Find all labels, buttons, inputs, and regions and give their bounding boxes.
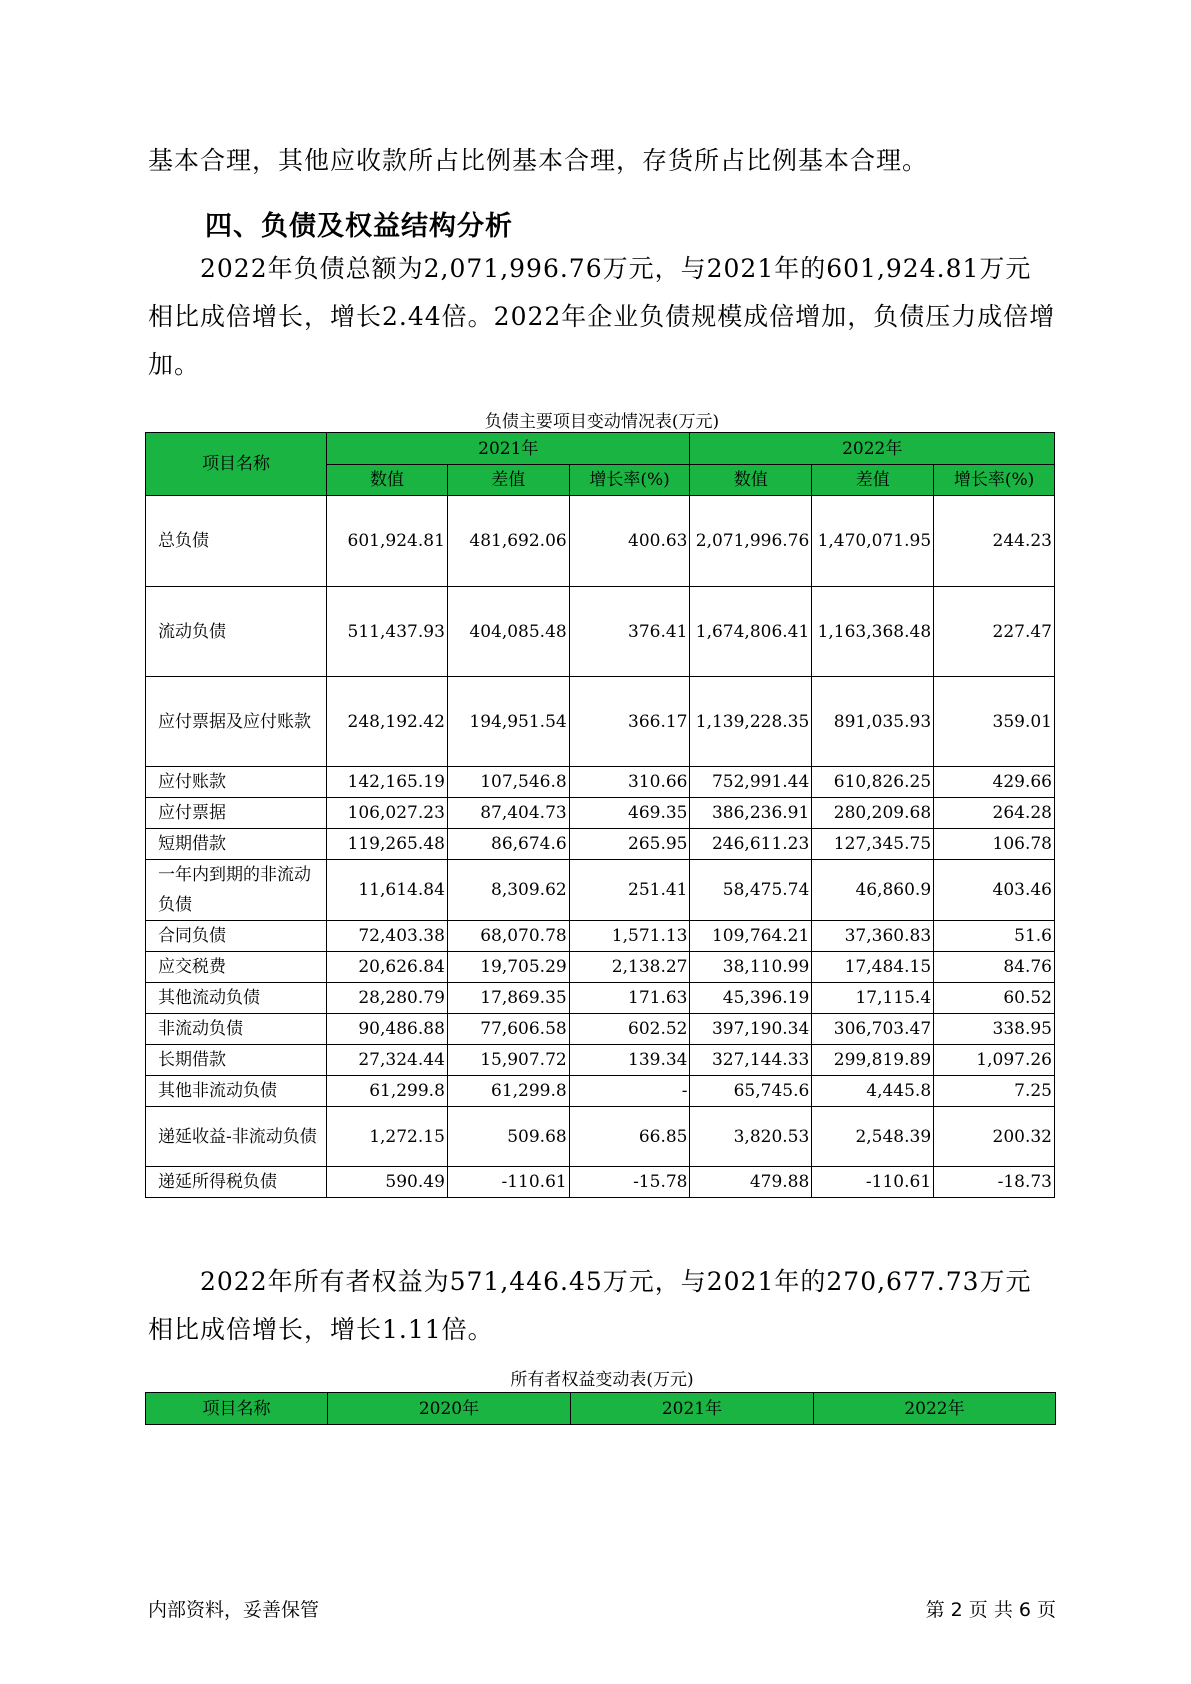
table-row (146, 767, 1055, 798)
table-row (146, 1076, 1055, 1107)
table-cell: 17,869.35 (447, 983, 569, 1014)
table-cell: 72,403.38 (327, 921, 448, 952)
table-cell: 469.35 (569, 798, 690, 829)
table-cell: 429.66 (934, 767, 1055, 798)
table-cell: 20,626.84 (327, 952, 448, 983)
table-cell: 7.25 (934, 1076, 1055, 1107)
table-cell: -18.73 (934, 1167, 1055, 1198)
table-cell: 306,703.47 (812, 1014, 934, 1045)
table-cell: 2,071,996.76 (690, 496, 812, 587)
table-cell: 106,027.23 (327, 798, 448, 829)
table-cell: 139.34 (569, 1045, 690, 1076)
table-cell: 17,484.15 (812, 952, 934, 983)
footer-page-number: 第 2 页 共 6 页 (925, 1599, 1056, 1621)
footer-confidential-note: 内部资料，妥善保管 (148, 1599, 320, 1621)
table-cell: 142,165.19 (327, 767, 448, 798)
table-row (146, 983, 1055, 1014)
table-cell: 171.63 (569, 983, 690, 1014)
table-cell: 246,611.23 (690, 829, 812, 860)
year-header: 2022年 (814, 1393, 1056, 1425)
table-cell: 251.41 (569, 860, 690, 921)
table-row (146, 921, 1055, 952)
table-cell: -110.61 (812, 1167, 934, 1198)
row-label: 应付票据及应付账款 (146, 677, 327, 767)
table-cell: 265.95 (569, 829, 690, 860)
table-cell: 90,486.88 (327, 1014, 448, 1045)
table-cell: 299,819.89 (812, 1045, 934, 1076)
row-label: 一年内到期的非流动负债 (146, 860, 327, 921)
table-cell: 86,674.6 (447, 829, 569, 860)
column-header: 数值 (690, 465, 812, 496)
table-row (146, 1167, 1055, 1198)
row-label: 短期借款 (146, 829, 327, 860)
table-row (146, 829, 1055, 860)
table-cell: 1,571.13 (569, 921, 690, 952)
column-header: 增长率(%) (569, 465, 690, 496)
table-cell: 479.88 (690, 1167, 812, 1198)
table-cell: -110.61 (447, 1167, 569, 1198)
table-cell: 1,139,228.35 (690, 677, 812, 767)
row-label: 递延所得税负债 (146, 1167, 327, 1198)
year-header: 2021年 (327, 433, 690, 465)
column-header: 差值 (812, 465, 934, 496)
table-cell: 376.41 (569, 587, 690, 677)
table-cell: 2,138.27 (569, 952, 690, 983)
table-cell: 58,475.74 (690, 860, 812, 921)
row-label: 应交税费 (146, 952, 327, 983)
table-cell: 227.47 (934, 587, 1055, 677)
table-cell: 511,437.93 (327, 587, 448, 677)
row-label: 流动负债 (146, 587, 327, 677)
table-cell: 1,097.26 (934, 1045, 1055, 1076)
table-cell: 106.78 (934, 829, 1055, 860)
table-cell: 66.85 (569, 1107, 690, 1167)
year-header: 2022年 (690, 433, 1055, 465)
table-row (146, 860, 1055, 921)
row-label: 长期借款 (146, 1045, 327, 1076)
row-label: 合同负债 (146, 921, 327, 952)
liability-table (145, 432, 1055, 1198)
table-cell: 1,470,071.95 (812, 496, 934, 587)
table-row (146, 798, 1055, 829)
table-cell: 77,606.58 (447, 1014, 569, 1045)
table-cell: 45,396.19 (690, 983, 812, 1014)
equity-table-caption: 所有者权益变动表(万元) (510, 1370, 694, 1390)
table-cell: 386,236.91 (690, 798, 812, 829)
row-label: 其他非流动负债 (146, 1076, 327, 1107)
table-cell: 46,860.9 (812, 860, 934, 921)
table-cell: 602.52 (569, 1014, 690, 1045)
table-cell: 509.68 (447, 1107, 569, 1167)
table-cell: 403.46 (934, 860, 1055, 921)
table-cell: 1,163,368.48 (812, 587, 934, 677)
row-label: 总负债 (146, 496, 327, 587)
row-label: 应付票据 (146, 798, 327, 829)
table-cell: 61,299.8 (327, 1076, 448, 1107)
table-cell: 127,345.75 (812, 829, 934, 860)
equity-paragraph: 2022年所有者权益为571,446.45万元，与2021年的270,677.73万元相比成倍增长，增长1.11倍。 (148, 1267, 1032, 1344)
table-cell: 11,614.84 (327, 860, 448, 921)
column-header: 数值 (327, 465, 448, 496)
table-row (146, 677, 1055, 767)
table-row (146, 496, 1055, 587)
table-cell: 590.49 (327, 1167, 448, 1198)
table-row (146, 587, 1055, 677)
table-cell: 4,445.8 (812, 1076, 934, 1107)
table-cell: 84.76 (934, 952, 1055, 983)
table-cell: 194,951.54 (447, 677, 569, 767)
table-cell: 366.17 (569, 677, 690, 767)
equity-table (145, 1392, 1056, 1425)
table-cell: 404,085.48 (447, 587, 569, 677)
row-label: 应付账款 (146, 767, 327, 798)
table-cell: 107,546.8 (447, 767, 569, 798)
table-cell: 28,280.79 (327, 983, 448, 1014)
table-cell: 119,265.48 (327, 829, 448, 860)
table-cell: 200.32 (934, 1107, 1055, 1167)
table-cell: 37,360.83 (812, 921, 934, 952)
table-cell: 15,907.72 (447, 1045, 569, 1076)
table-cell: 244.23 (934, 496, 1055, 587)
table-cell: 400.63 (569, 496, 690, 587)
table-cell: 8,309.62 (447, 860, 569, 921)
table-cell: 27,324.44 (327, 1045, 448, 1076)
table-cell: 1,674,806.41 (690, 587, 812, 677)
row-label: 其他流动负债 (146, 983, 327, 1014)
table-cell: -15.78 (569, 1167, 690, 1198)
liability-paragraph: 2022年负债总额为2,071,996.76万元，与2021年的601,924.81万元相比成倍增长，增长2.44倍。2022年企业负债规模成倍增加，负债压力成倍增加。 (148, 254, 1056, 379)
table-cell: 359.01 (934, 677, 1055, 767)
table-cell: 610,826.25 (812, 767, 934, 798)
table-cell: 397,190.34 (690, 1014, 812, 1045)
table-cell: 752,991.44 (690, 767, 812, 798)
table-cell: 68,070.78 (447, 921, 569, 952)
table-cell: 65,745.6 (690, 1076, 812, 1107)
row-label: 递延收益-非流动负债 (146, 1107, 327, 1167)
table-cell: 17,115.4 (812, 983, 934, 1014)
intro-text: 基本合理，其他应收款所占比例基本合理，存货所占比例基本合理。 (148, 146, 929, 175)
table-cell: - (569, 1076, 690, 1107)
table-row (146, 1014, 1055, 1045)
table-row (146, 952, 1055, 983)
table-cell: 87,404.73 (447, 798, 569, 829)
table-cell: 248,192.42 (327, 677, 448, 767)
item-name-header: 项目名称 (146, 433, 327, 496)
year-header: 2021年 (571, 1393, 814, 1425)
table-cell: 481,692.06 (447, 496, 569, 587)
liability-table-caption: 负债主要项目变动情况表(万元) (484, 412, 720, 432)
table-cell: 109,764.21 (690, 921, 812, 952)
table-cell: 61,299.8 (447, 1076, 569, 1107)
row-label: 非流动负债 (146, 1014, 327, 1045)
table-row (146, 1045, 1055, 1076)
column-header: 增长率(%) (934, 465, 1055, 496)
year-header: 2020年 (328, 1393, 571, 1425)
table-cell: 338.95 (934, 1014, 1055, 1045)
table-cell: 264.28 (934, 798, 1055, 829)
section-heading: 四、负债及权益结构分析 (205, 211, 513, 242)
table-row (146, 1107, 1055, 1167)
table-cell: 1,272.15 (327, 1107, 448, 1167)
table-cell: 38,110.99 (690, 952, 812, 983)
table-cell: 19,705.29 (447, 952, 569, 983)
table-cell: 51.6 (934, 921, 1055, 952)
table-cell: 601,924.81 (327, 496, 448, 587)
table-cell: 2,548.39 (812, 1107, 934, 1167)
item-name-header: 项目名称 (146, 1393, 328, 1425)
table-cell: 310.66 (569, 767, 690, 798)
table-cell: 280,209.68 (812, 798, 934, 829)
column-header: 差值 (447, 465, 569, 496)
table-cell: 327,144.33 (690, 1045, 812, 1076)
table-cell: 60.52 (934, 983, 1055, 1014)
table-cell: 3,820.53 (690, 1107, 812, 1167)
table-cell: 891,035.93 (812, 677, 934, 767)
